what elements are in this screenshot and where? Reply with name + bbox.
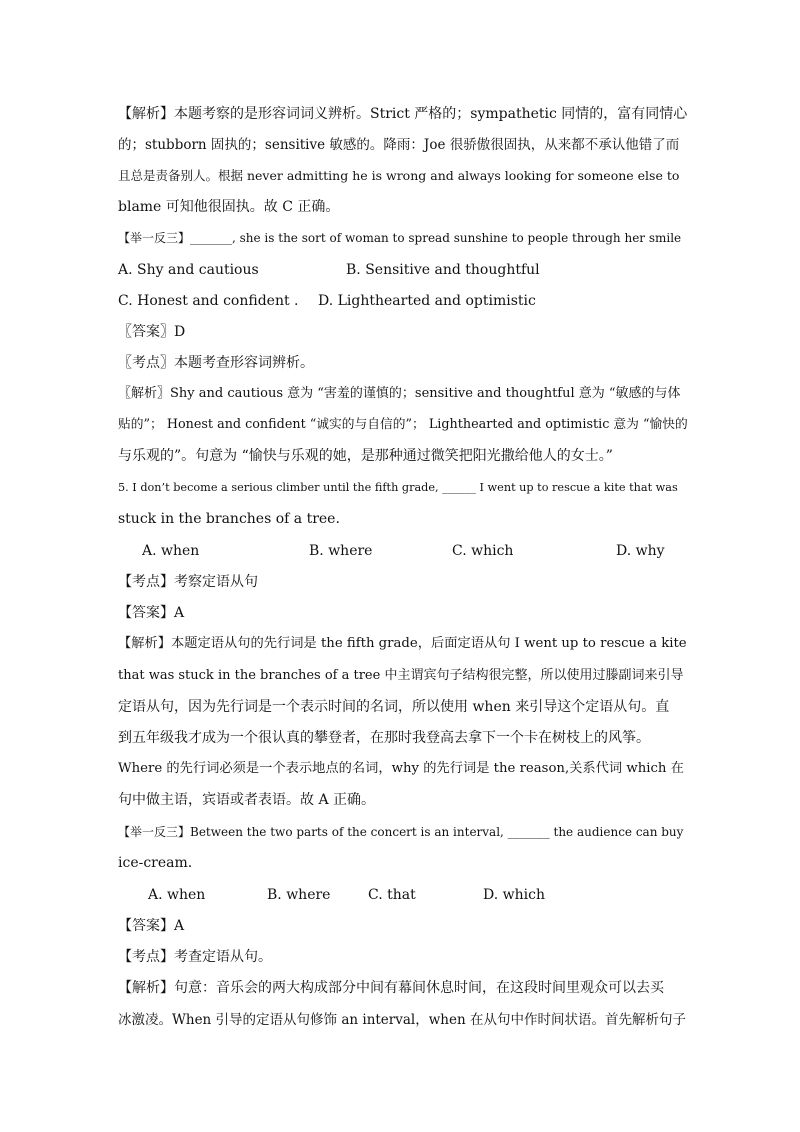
explanation-line-6: 句中做主语，宾语或者表语。故 A 正确。 [118, 792, 376, 808]
question-5-line-1: 5. I don’t become a serious climber until the fifth grade, ______ I went up to rescue a kite that was [118, 481, 678, 494]
practice-question-4: 【举一反三】_______, she is the sort of woman to spread sunshine to people through her smile [118, 231, 682, 245]
option-b: B. where [309, 543, 373, 559]
option-a: A. when [148, 887, 206, 903]
explanation-line-1: 〖解析〗Shy and cautious 意为 “害羞的谨慎的；sensitive and thoughtful 意为 “敏感的与体 [118, 386, 681, 401]
option-d: D. Lighthearted and optimistic [318, 293, 536, 309]
analysis-line-1: 【解析】本题考察的是形容词词义辨析。Strict 严格的；sympathetic 同情的，富有同情心 [118, 106, 688, 122]
key-point-line: 【考点】考察定语从句 [118, 574, 258, 590]
explanation-line-3: 定语从句，因为先行词是一个表示时间的名词，所以使用 when 来引导这个定语从句。直 [118, 699, 670, 715]
explanation-line-3: 与乐观的”。句意为 “愉快与乐观的她，是那种通过微笑把阳光撒给他人的女士。” [118, 448, 613, 464]
analysis-line-4: blame 可知他很固执。故 C 正确。 [118, 199, 340, 215]
option-d: D. why [616, 543, 665, 559]
analysis-line-2: 的；stubborn 固执的；sensitive 敏感的。降雨：Joe 很骄傲很固执，从来都不承认他错了而 [118, 137, 680, 153]
answer-line: 【答案】A [118, 918, 185, 934]
option-b: B. where [267, 887, 331, 903]
option-c: C. that [368, 887, 416, 903]
option-c: C. Honest and confident . [118, 293, 299, 309]
practice-question-6-line-2: ice-cream. [118, 855, 193, 871]
key-point-line: 【考点】考查定语从句。 [118, 949, 272, 965]
answer-line: 〖答案〗D [118, 324, 186, 340]
option-a: A. Shy and cautious [118, 262, 259, 278]
key-point-line: 〖考点〗本题考查形容词辨析。 [118, 355, 314, 371]
explanation-line-2: that was stuck in the branches of a tree 中主谓宾句子结构很完整，所以使用过滕副词来引导 [118, 668, 684, 683]
explanation-line-5: Where 的先行词必须是一个表示地点的名词，why 的先行词是 the reason,关系代词 which 在 [118, 761, 684, 776]
explanation-line-2: 贴的”； Honest and confident “诚实的与自信的”； Lighthearted and optimistic 意为 “愉快的 [118, 417, 688, 432]
explanation-line-2: 冰激凌。When 引导的定语从句修饰 an interval，when 在从句中作时间状语。首先解析句子 [118, 1012, 686, 1028]
question-5-line-2: stuck in the branches of a tree. [118, 511, 340, 527]
explanation-line-1: 【解析】本题定语从句的先行词是 the fifth grade，后面定语从句 I went up to rescue a kite [118, 636, 687, 651]
option-b: B. Sensitive and thoughtful [346, 262, 540, 278]
practice-question-6-line-1: 【举一反三】Between the two parts of the concert is an interval, _______ the audience can buy [118, 825, 684, 839]
option-a: A. when [142, 543, 200, 559]
explanation-line-4: 到五年级我才成为一个很认真的攀登者，在那时我登高去拿下一个卡在树枝上的风筝。 [118, 730, 650, 746]
answer-line: 【答案】A [118, 605, 185, 621]
analysis-line-3: 且总是责备别人。根据 never admitting he is wrong and always looking for someone else to [118, 168, 680, 183]
option-d: D. which [483, 887, 545, 903]
explanation-line-1: 【解析】句意：音乐会的两大构成部分中间有幕间休息时间，在这段时间里观众可以去买 [118, 980, 664, 996]
option-c: C. which [452, 543, 514, 559]
